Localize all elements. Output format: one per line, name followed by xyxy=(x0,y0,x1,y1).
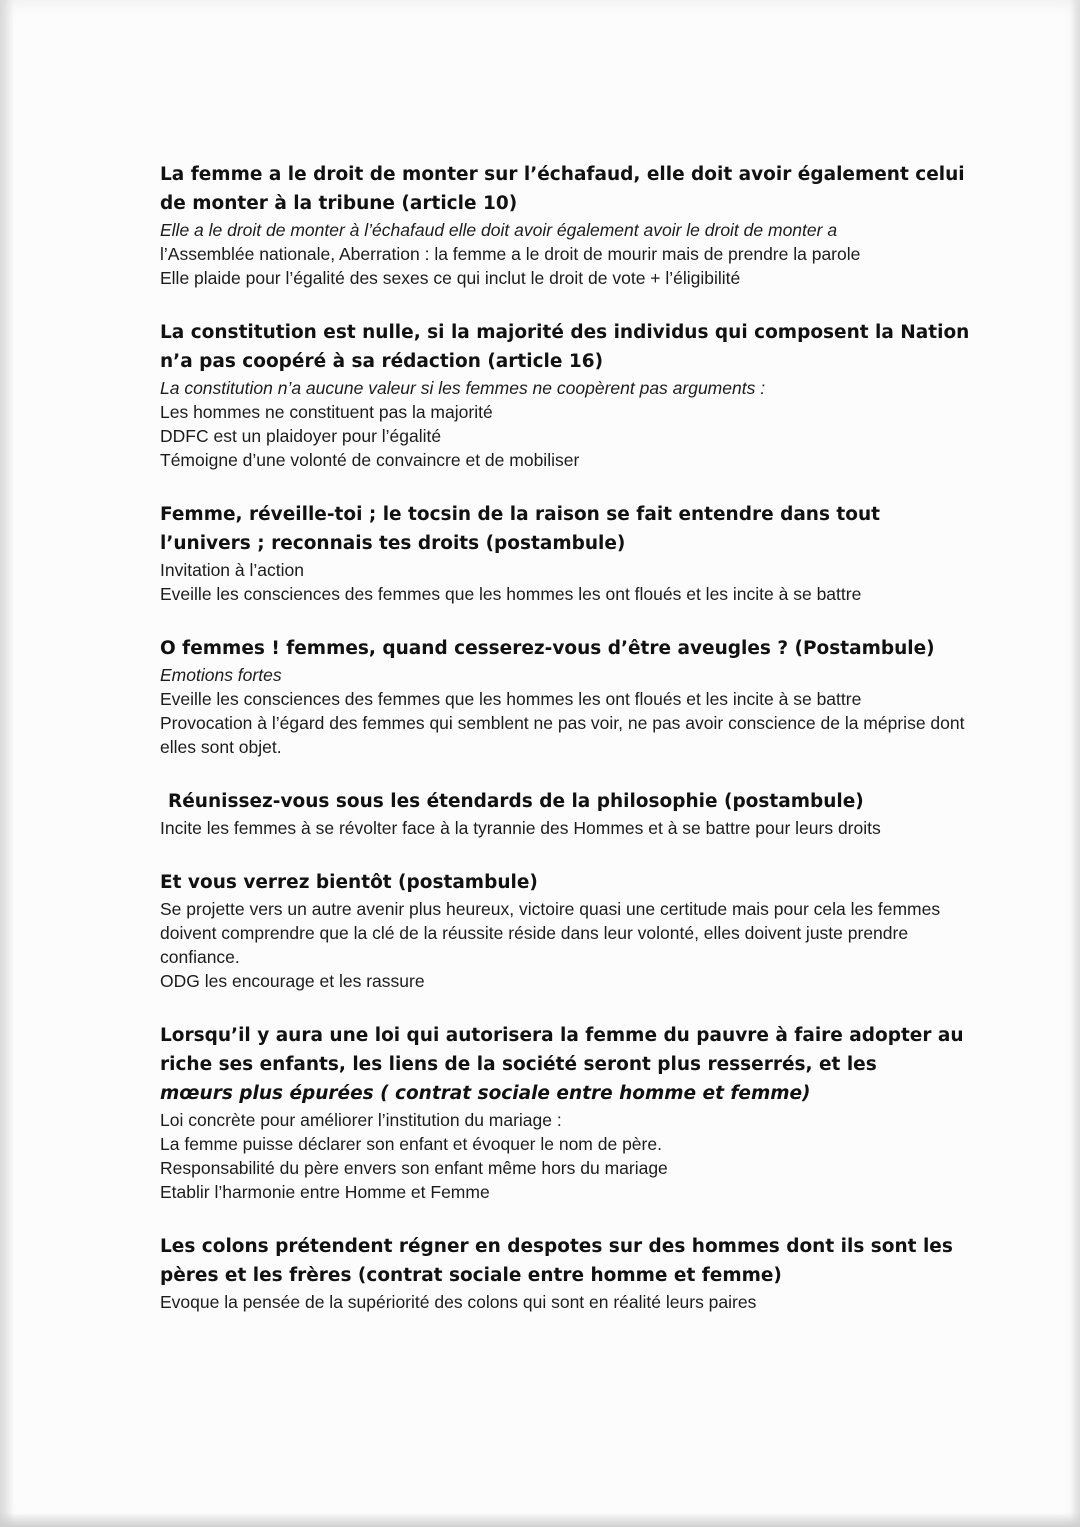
section-line: Responsabilité du père envers son enfant même hors du mariage xyxy=(160,1158,668,1178)
section-heading: Femme, réveille-toi ; le tocsin de la raison se fait entendre dans tout l’univers ; reconnais tes droits (postambule) xyxy=(160,504,881,554)
section-line: l’Assemblée nationale, Aberration : la femme a le droit de mourir mais de prendre la parole xyxy=(160,244,861,264)
section-article-16 xyxy=(160,318,970,472)
section-heading: Lorsqu’il y aura une loi qui autorisera la femme du pauvre à faire adopter au riche ses enfants, les liens de la société seront plus resserrés, et les xyxy=(160,1025,964,1075)
section-heading: Réunissez-vous sous les étendards de la philosophie (postambule) xyxy=(168,791,864,812)
section-line: Etablir l’harmonie entre Homme et Femme xyxy=(160,1182,490,1202)
section-heading: La constitution est nulle, si la majorité des individus qui composent la Nation n’a pas coopéré à sa rédaction (article 16) xyxy=(160,322,970,372)
section-line: Elle plaide pour l’égalité des sexes ce qui inclut le droit de vote + l’éligibilité xyxy=(160,268,741,288)
section-line: Témoigne d’une volonté de convaincre et de mobiliser xyxy=(160,450,580,470)
section-reveille-toi xyxy=(160,500,970,606)
page-edge-left xyxy=(0,0,14,1527)
section-line: Loi concrète pour améliorer l’institution du mariage : xyxy=(160,1110,562,1130)
section-line: Eveille les consciences des femmes que les hommes les ont floués et les incite à se battre xyxy=(160,584,862,604)
section-article-10 xyxy=(160,160,970,290)
section-line: DDFC est un plaidoyer pour l’égalité xyxy=(160,426,442,446)
section-line: Provocation à l’égard des femmes qui semblent ne pas voir, ne pas avoir conscience de la méprise dont elles sont objet. xyxy=(160,713,965,757)
section-les-colons xyxy=(160,1232,970,1314)
document-body xyxy=(160,160,970,1342)
page-edge-right xyxy=(1070,0,1080,1527)
section-heading-italic xyxy=(160,1079,970,1108)
section-line: Eveille les consciences des femmes que les hommes les ont floués et les incite à se battre xyxy=(160,689,862,709)
section-line: Invitation à l’action xyxy=(160,560,304,580)
section-heading: Et vous verrez bientôt (postambule) xyxy=(160,872,538,893)
section-heading: La femme a le droit de monter sur l’échafaud, elle doit avoir également celui de monter à la tribune (article 10) xyxy=(160,164,965,214)
section-heading: O femmes ! femmes, quand cesserez-vous d’être aveugles ? (Postambule) xyxy=(160,638,935,659)
section-et-vous-verrez xyxy=(160,868,970,993)
page-edge-bottom xyxy=(0,1513,1080,1527)
section-line: Evoque la pensée de la supériorité des colons qui sont en réalité leurs paires xyxy=(160,1292,757,1312)
section-reunissez-vous xyxy=(160,787,970,840)
section-line: Les hommes ne constituent pas la majorité xyxy=(160,402,493,422)
section-line: ODG les encourage et les rassure xyxy=(160,971,425,991)
section-lorsquil-y-aura xyxy=(160,1021,970,1204)
section-line: Emotions fortes xyxy=(160,665,282,685)
section-o-femmes xyxy=(160,634,970,759)
section-line: Elle a le droit de monter à l’échafaud elle doit avoir également avoir le droit de monter a xyxy=(160,220,838,240)
section-line: Incite les femmes à se révolter face à la tyrannie des Hommes et à se battre pour leurs droits xyxy=(160,818,881,838)
heading-italic-text: mœurs plus épurées ( contrat sociale entre homme et femme) xyxy=(160,1083,811,1104)
section-line: La constitution n’a aucune valeur si les femmes ne coopèrent pas arguments : xyxy=(160,378,766,398)
section-line: Se projette vers un autre avenir plus heureux, victoire quasi une certitude mais pour cela les femmes doivent comprendre que la clé de la réussite réside dans leur volonté, elles doivent juste prendre confiance. xyxy=(160,899,941,967)
section-line: La femme puisse déclarer son enfant et évoquer le nom de père. xyxy=(160,1134,662,1154)
section-heading: Les colons prétendent régner en despotes sur des hommes dont ils sont les pères et les frères (contrat sociale entre homme et femme) xyxy=(160,1236,953,1286)
